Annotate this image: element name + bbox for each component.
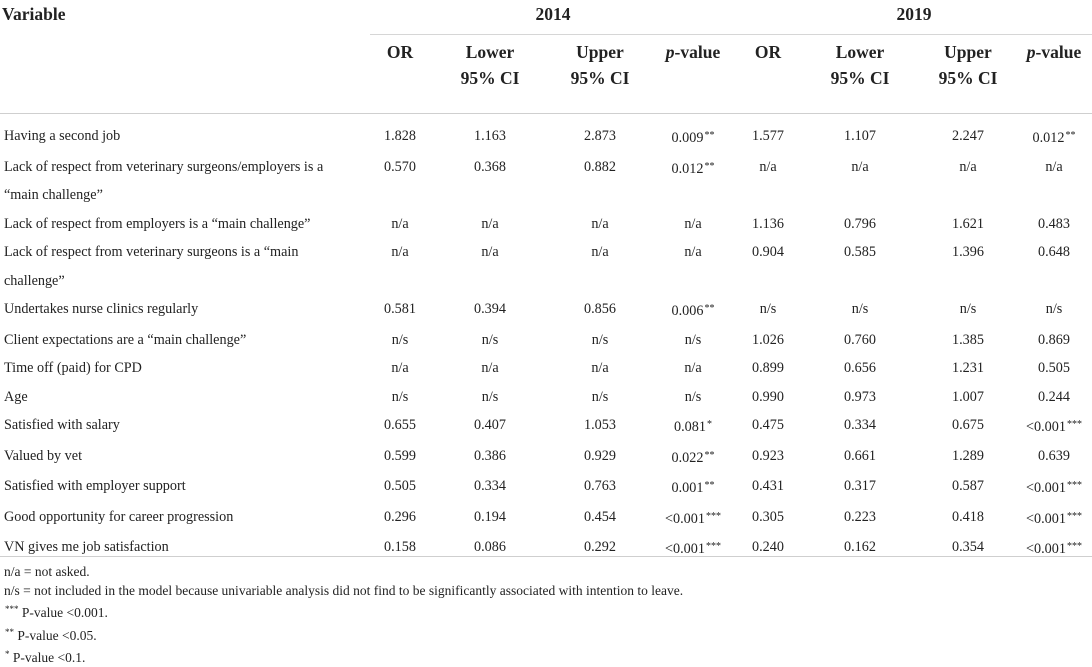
cell-p-value-2014	[650, 210, 736, 239]
note-text: P-value <0.05.	[14, 627, 97, 643]
or-header-2019	[736, 35, 800, 114]
cell-value: 0.006	[671, 303, 704, 319]
cell-lower-ci-2019	[800, 114, 920, 153]
cell-value: n/a	[591, 360, 609, 376]
cell-lower-ci-2019	[800, 411, 920, 442]
cell-p-value-2014	[650, 238, 736, 295]
cell-p-value-2014	[650, 442, 736, 473]
cell-p-value-2019	[1016, 295, 1092, 326]
cell-lower-ci-2014	[430, 295, 550, 326]
cell-value: n/s	[684, 388, 702, 405]
cell-value: 0.763	[584, 478, 616, 494]
cell-value: 2.873	[584, 128, 616, 144]
cell-value: 0.973	[844, 388, 876, 405]
cell-or-2019	[736, 295, 800, 326]
cell-value: 0.012	[671, 160, 704, 177]
cell-value: 0.639	[1038, 447, 1070, 464]
cell-value: 0.990	[752, 388, 784, 405]
cell-upper-ci-2019	[920, 472, 1016, 503]
cell-value: 0.244	[1038, 388, 1070, 405]
cell-upper-ci-2019	[920, 411, 1016, 442]
cell-value: n/s	[959, 301, 977, 317]
cell-value: 0.394	[474, 301, 506, 317]
lower-ci-header-2019	[800, 35, 920, 114]
cell-or-2014	[370, 503, 430, 534]
cell-value: n/s	[481, 388, 499, 405]
p-italic-label: p	[665, 42, 675, 62]
cell-value: 0.483	[1038, 215, 1070, 232]
cell-value: 1.007	[952, 388, 984, 405]
cell-lower-ci-2014	[430, 354, 550, 383]
cell-upper-ci-2019	[920, 114, 1016, 153]
year-2019-header: 2019	[736, 0, 1092, 35]
significance-marker: ***	[1066, 541, 1082, 552]
cell-value: 0.334	[844, 417, 876, 433]
cell-value: 0.001	[671, 480, 704, 496]
or-header-2014	[370, 35, 430, 114]
cell-value: 1.396	[952, 244, 984, 260]
cell-p-value-2014	[650, 326, 736, 355]
cell-value: n/s	[391, 331, 409, 348]
cell-p-value-2014	[650, 114, 736, 153]
cell-value: 0.407	[474, 417, 506, 433]
cell-value: 0.675	[952, 417, 984, 433]
row-label: Satisfied with salary	[4, 417, 120, 433]
cell-value: 0.305	[752, 508, 784, 525]
cell-value: n/a	[684, 244, 702, 260]
blank-header-cell	[0, 35, 370, 114]
cell-lower-ci-2019	[800, 354, 920, 383]
cell-upper-ci-2014	[550, 210, 650, 239]
cell-value: n/s	[1045, 301, 1063, 317]
cell-value: 0.009	[671, 130, 704, 146]
cell-lower-ci-2019	[800, 472, 920, 503]
table-row	[0, 210, 1092, 239]
table-row	[0, 354, 1092, 383]
row-label: VN gives me job satisfaction	[4, 539, 169, 555]
cell-value: 0.923	[752, 447, 784, 464]
significance-marker: **	[704, 160, 715, 172]
upper-ci-header-2019	[920, 35, 1016, 114]
cell-or-2019	[736, 533, 800, 564]
cell-upper-ci-2019	[920, 153, 1016, 210]
cell-value: n/s	[851, 301, 869, 317]
cell-lower-ci-2019	[800, 153, 920, 210]
year-2014-header: 2014	[370, 0, 736, 35]
cell-value: 0.648	[1038, 244, 1070, 260]
cell-value: 0.334	[474, 478, 506, 494]
cell-p-value-2019	[1016, 383, 1092, 412]
cell-value: 0.655	[384, 417, 416, 433]
note-text: P-value <0.001.	[18, 605, 108, 621]
cell-or-2019	[736, 354, 800, 383]
cell-or-2014	[370, 238, 430, 295]
row-label: Having a second job	[4, 128, 121, 144]
cell-or-2014	[370, 533, 430, 564]
cell-value: 0.317	[844, 478, 876, 494]
cell-upper-ci-2019	[920, 295, 1016, 326]
significance-marker: ***	[705, 510, 721, 522]
cell-value: n/a	[591, 244, 609, 260]
cell-value: 0.599	[384, 447, 416, 464]
cell-lower-ci-2014	[430, 383, 550, 412]
cell-value: 0.368	[474, 158, 506, 175]
cell-lower-ci-2014	[430, 210, 550, 239]
cell-p-value-2014	[650, 354, 736, 383]
significance-marker: **	[704, 130, 715, 141]
cell-value: n/a	[481, 244, 499, 260]
p-value-header-2014	[650, 35, 736, 114]
cell-lower-ci-2014	[430, 238, 550, 295]
cell-upper-ci-2014	[550, 114, 650, 153]
cell-or-2019	[736, 210, 800, 239]
cell-value: 0.081	[674, 419, 706, 435]
cell-value: n/a	[481, 360, 499, 376]
ci-label: 95% CI	[830, 68, 890, 88]
cell-upper-ci-2019	[920, 533, 1016, 564]
cell-value: 1.053	[584, 417, 616, 433]
cell-value: 0.386	[474, 447, 506, 464]
significance-marker: ***	[1066, 480, 1082, 491]
significance-marker: **	[704, 449, 715, 461]
cell-upper-ci-2014	[550, 472, 650, 503]
cell-upper-ci-2014	[550, 153, 650, 210]
cell-value: 0.162	[844, 539, 876, 555]
cell-upper-ci-2019	[920, 210, 1016, 239]
cell-value: 1.621	[952, 215, 984, 232]
cell-value: <0.001	[1026, 541, 1066, 557]
cell-value: n/a	[391, 244, 409, 260]
p-italic-label: p	[1026, 42, 1036, 62]
ci-label: 95% CI	[570, 68, 630, 88]
table-row	[0, 326, 1092, 355]
table-row	[0, 238, 1092, 295]
cell-p-value-2014	[650, 503, 736, 534]
cell-value: 0.760	[844, 331, 876, 348]
upper-label: Upper	[576, 42, 624, 62]
cell-value: 0.581	[384, 301, 416, 317]
cell-or-2014	[370, 472, 430, 503]
cell-p-value-2019	[1016, 442, 1092, 473]
cell-p-value-2019	[1016, 472, 1092, 503]
cell-lower-ci-2014	[430, 472, 550, 503]
cell-upper-ci-2014	[550, 354, 650, 383]
cell-value: 0.796	[844, 215, 876, 232]
cell-p-value-2014	[650, 153, 736, 210]
ci-label: 95% CI	[938, 68, 998, 88]
cell-lower-ci-2019	[800, 383, 920, 412]
lower-label: Lower	[465, 42, 515, 62]
significance-marker: **	[1065, 130, 1076, 141]
cell-or-2014	[370, 153, 430, 210]
cell-value: 0.158	[384, 539, 416, 555]
significance-marker: ***	[1066, 510, 1082, 522]
row-label: Good opportunity for career progression	[4, 508, 234, 525]
cell-or-2019	[736, 383, 800, 412]
table-row	[0, 153, 1092, 210]
p-rest-label: -value	[674, 42, 721, 62]
cell-or-2019	[736, 114, 800, 153]
cell-or-2014	[370, 326, 430, 355]
cell-or-2014	[370, 295, 430, 326]
note-p001	[4, 600, 683, 622]
cell-lower-ci-2019	[800, 533, 920, 564]
cell-p-value-2019	[1016, 210, 1092, 239]
cell-upper-ci-2014	[550, 238, 650, 295]
significance-marker: **	[704, 480, 715, 491]
ci-label: 95% CI	[460, 68, 520, 88]
cell-value: n/a	[391, 215, 409, 232]
table-body	[0, 114, 1092, 564]
cell-lower-ci-2019	[800, 238, 920, 295]
lower-label: Lower	[835, 42, 885, 62]
note-sup: **	[5, 626, 14, 637]
cell-upper-ci-2019	[920, 354, 1016, 383]
note-sup: ***	[5, 604, 19, 615]
row-label: Valued by vet	[4, 447, 83, 464]
table-row	[0, 472, 1092, 503]
cell-value: n/s	[759, 301, 777, 317]
cell-value: 1.107	[844, 128, 876, 144]
cell-value: n/a	[759, 158, 777, 175]
p-rest-label: -value	[1035, 42, 1082, 62]
cell-value: 1.385	[952, 331, 984, 348]
cell-value: 0.431	[752, 478, 784, 494]
cell-upper-ci-2019	[920, 503, 1016, 534]
significance-marker: *	[706, 419, 712, 430]
cell-value: n/a	[481, 215, 499, 232]
cell-lower-ci-2014	[430, 326, 550, 355]
table-row	[0, 114, 1092, 153]
cell-upper-ci-2014	[550, 503, 650, 534]
table-notes	[4, 562, 683, 667]
cell-lower-ci-2014	[430, 114, 550, 153]
row-label: Satisfied with employer support	[4, 478, 186, 494]
cell-upper-ci-2014	[550, 442, 650, 473]
cell-value: <0.001	[1026, 480, 1066, 496]
cell-upper-ci-2014	[550, 383, 650, 412]
cell-p-value-2019	[1016, 503, 1092, 534]
cell-value: 0.570	[384, 158, 416, 175]
header-row-years	[0, 0, 1092, 35]
cell-upper-ci-2019	[920, 326, 1016, 355]
cell-value: 0.475	[752, 417, 784, 433]
cell-upper-ci-2014	[550, 295, 650, 326]
cell-value: n/a	[851, 158, 869, 175]
table-row	[0, 503, 1092, 534]
cell-upper-ci-2019	[920, 383, 1016, 412]
cell-value: <0.001	[665, 541, 705, 557]
cell-value: n/a	[591, 215, 609, 232]
cell-value: n/a	[684, 360, 702, 376]
cell-or-2019	[736, 472, 800, 503]
cell-value: 1.577	[752, 128, 784, 144]
cell-p-value-2019	[1016, 326, 1092, 355]
cell-value: 0.454	[584, 508, 616, 525]
cell-value: 1.289	[952, 447, 984, 464]
row-label: Time off (paid) for CPD	[4, 360, 142, 376]
cell-value: 1.231	[952, 360, 984, 376]
table-row	[0, 383, 1092, 412]
significance-marker: **	[704, 303, 715, 314]
cell-value: 1.026	[752, 331, 784, 348]
cell-value: 0.292	[584, 539, 616, 555]
cell-value: 0.585	[844, 244, 876, 260]
cell-value: n/s	[481, 331, 499, 348]
cell-value: 0.240	[752, 539, 784, 555]
cell-upper-ci-2014	[550, 326, 650, 355]
cell-value: n/a	[684, 215, 702, 232]
cell-or-2019	[736, 411, 800, 442]
p-value-header-2019	[1016, 35, 1092, 114]
cell-value: 0.086	[474, 539, 506, 555]
cell-lower-ci-2019	[800, 210, 920, 239]
cell-value: n/s	[684, 331, 702, 348]
note-p1	[4, 645, 683, 667]
cell-lower-ci-2019	[800, 326, 920, 355]
table-row	[0, 295, 1092, 326]
cell-p-value-2014	[650, 295, 736, 326]
cell-value: 0.904	[752, 244, 784, 260]
cell-upper-ci-2019	[920, 442, 1016, 473]
cell-or-2014	[370, 114, 430, 153]
cell-value: 0.661	[844, 447, 876, 464]
cell-p-value-2014	[650, 533, 736, 564]
variable-header: Variable	[2, 4, 66, 24]
significance-marker: ***	[1066, 419, 1082, 430]
cell-value: 0.354	[952, 539, 984, 555]
cell-or-2019	[736, 442, 800, 473]
note-sup: *	[5, 648, 10, 659]
upper-ci-header-2014	[550, 35, 650, 114]
note-ns: n/s = not included in the model because univariable analysis did not find to be significantly associated with intention to leave.	[4, 583, 684, 599]
cell-value: n/a	[391, 360, 409, 376]
table-row	[0, 411, 1092, 442]
cell-p-value-2019	[1016, 114, 1092, 153]
cell-value: 0.505	[1038, 360, 1070, 376]
cell-value: 1.828	[384, 128, 416, 144]
cell-value: 0.505	[384, 478, 416, 494]
cell-value: 0.656	[844, 360, 876, 376]
cell-value: 0.194	[474, 508, 506, 525]
cell-lower-ci-2014	[430, 442, 550, 473]
cell-p-value-2014	[650, 383, 736, 412]
cell-lower-ci-2019	[800, 442, 920, 473]
cell-p-value-2019	[1016, 238, 1092, 295]
note-p05	[4, 623, 683, 645]
or-label: OR	[386, 42, 414, 62]
cell-value: 1.136	[752, 215, 784, 232]
cell-or-2014	[370, 354, 430, 383]
cell-value: n/s	[591, 331, 609, 348]
cell-or-2019	[736, 238, 800, 295]
cell-p-value-2019	[1016, 533, 1092, 564]
cell-p-value-2019	[1016, 153, 1092, 210]
cell-or-2019	[736, 326, 800, 355]
cell-or-2014	[370, 442, 430, 473]
row-label: Client expectations are a “main challenge”	[4, 331, 247, 348]
cell-value: 2.247	[952, 128, 984, 144]
table-row	[0, 533, 1092, 564]
cell-lower-ci-2014	[430, 533, 550, 564]
cell-value: <0.001	[665, 510, 705, 527]
row-label: Undertakes nurse clinics regularly	[4, 301, 199, 317]
significance-marker: ***	[705, 541, 721, 552]
lower-ci-header-2014	[430, 35, 550, 114]
cell-value: 0.929	[584, 447, 616, 464]
cell-value: n/a	[959, 158, 977, 175]
cell-value: 0.587	[952, 478, 984, 494]
cell-or-2019	[736, 153, 800, 210]
cell-value: 0.223	[844, 508, 876, 525]
cell-value: <0.001	[1026, 419, 1066, 435]
note-text: P-value <0.1.	[9, 649, 86, 665]
cell-value: 0.012	[1032, 130, 1065, 146]
cell-value: 0.296	[384, 508, 416, 525]
cell-value: 0.418	[952, 508, 984, 525]
cell-or-2019	[736, 503, 800, 534]
cell-lower-ci-2014	[430, 503, 550, 534]
note-na: n/a = not asked.	[4, 564, 90, 579]
cell-p-value-2014	[650, 472, 736, 503]
cell-lower-ci-2019	[800, 503, 920, 534]
cell-value: n/s	[391, 388, 409, 405]
cell-value: 0.882	[584, 158, 616, 175]
or-label: OR	[754, 42, 782, 62]
cell-value: 0.899	[752, 360, 784, 376]
cell-lower-ci-2014	[430, 411, 550, 442]
table-row	[0, 442, 1092, 473]
cell-value: n/a	[1045, 158, 1063, 175]
cell-or-2014	[370, 383, 430, 412]
cell-value: <0.001	[1026, 510, 1066, 527]
cell-value: n/s	[591, 388, 609, 405]
row-label: Lack of respect from employers is a “main challenge”	[4, 215, 311, 232]
cell-value: 0.022	[671, 449, 704, 466]
cell-value: 0.869	[1038, 331, 1070, 348]
cell-lower-ci-2014	[430, 153, 550, 210]
row-label: Lack of respect from veterinary surgeons/employers is a “main challenge”	[4, 158, 324, 203]
cell-p-value-2019	[1016, 411, 1092, 442]
cell-value: 1.163	[474, 128, 506, 144]
cell-p-value-2014	[650, 411, 736, 442]
footer-rule	[0, 556, 1092, 557]
cell-or-2014	[370, 210, 430, 239]
cell-p-value-2019	[1016, 354, 1092, 383]
cell-upper-ci-2014	[550, 533, 650, 564]
cell-value: 0.856	[584, 301, 616, 317]
row-label: Lack of respect from veterinary surgeons is a “main challenge”	[4, 244, 299, 289]
cell-upper-ci-2019	[920, 238, 1016, 295]
cell-upper-ci-2014	[550, 411, 650, 442]
row-label: Age	[4, 388, 28, 405]
cell-lower-ci-2019	[800, 295, 920, 326]
cell-or-2014	[370, 411, 430, 442]
upper-label: Upper	[944, 42, 992, 62]
header-row-columns	[0, 35, 1092, 114]
